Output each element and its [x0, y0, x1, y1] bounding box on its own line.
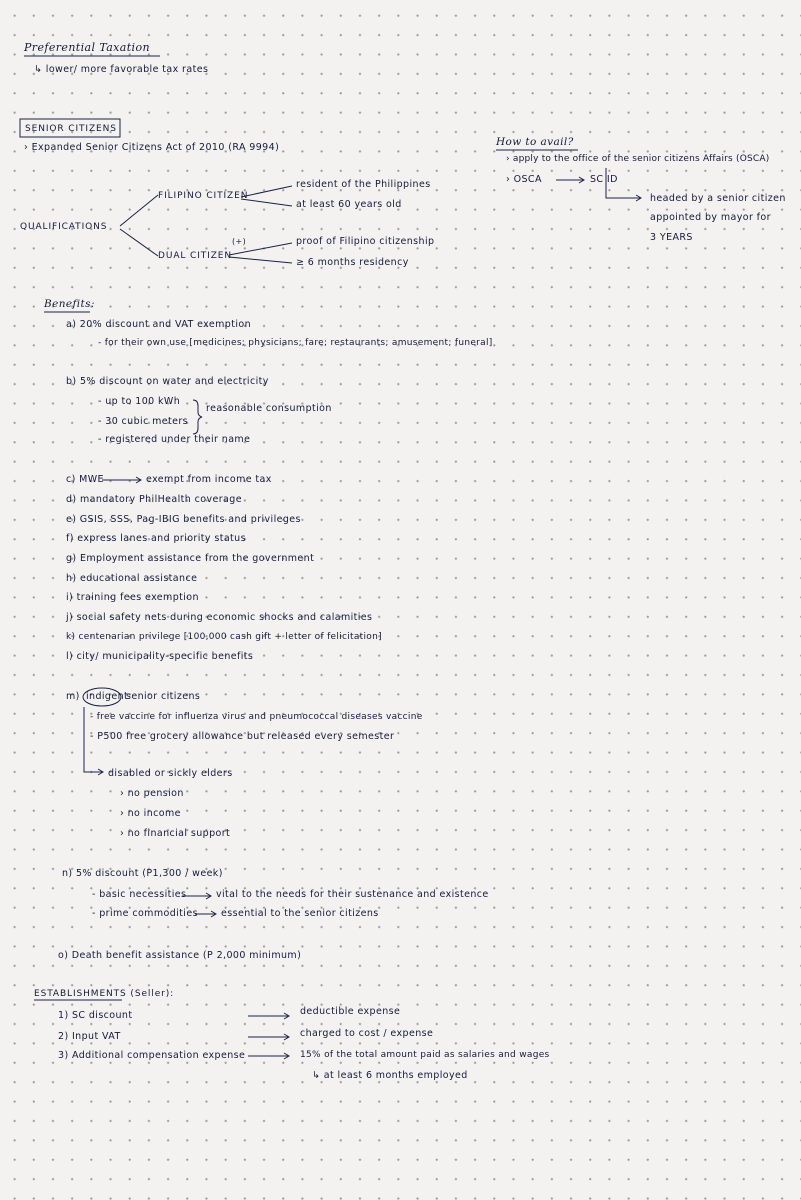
benefit-m-item-3: › no financial support — [120, 828, 231, 839]
benefit-n-sub-2-pre: - prime commodities — [92, 908, 198, 919]
benefit-o: o) Death benefit assistance (P 2,000 minimum) — [58, 950, 302, 961]
filipino-branch-2 — [241, 199, 292, 206]
establishment-row-3-right: 15% of the total amount paid as salaries and wages — [300, 1050, 550, 1060]
filipino-branch-1 — [241, 186, 292, 197]
benefit-m-circled: indigent — [86, 691, 129, 702]
filipino-req-1: resident of the Philippines — [296, 179, 431, 190]
benefit-n-sub-1-pre: - basic necessities — [92, 889, 187, 900]
benefit-l: l) city/ municipality-specific benefits — [66, 651, 254, 662]
qualifications-label: QUALIFICATIONS — [20, 222, 108, 232]
benefit-n-sub-1-post: vital to the needs for their sustenance and existence — [216, 889, 489, 900]
benefit-b-sub-2: - 30 cubic meters — [98, 416, 189, 427]
avail-step-2-osca: › OSCA — [506, 174, 542, 185]
establishment-row-3-left: 3) Additional compensation expense — [58, 1050, 246, 1061]
benefit-m-item-1: › no pension — [120, 788, 184, 799]
establishments-heading: ESTABLISHMENTS (Seller): — [34, 989, 175, 999]
benefit-g: g) Employment assistance from the government — [66, 553, 315, 564]
how-to-avail-heading: How to avail? — [496, 136, 574, 148]
benefit-b-brace-label: reasonable consumption — [206, 403, 332, 414]
law-reference: › Expanded Senior Citizens Act of 2010 (RA 9994) — [24, 142, 280, 153]
benefit-h: h) educational assistance — [66, 573, 198, 584]
benefit-n: n) 5% discount (P1,300 / week) — [62, 868, 223, 879]
section-title: SENIOR CITIZENS — [25, 124, 117, 134]
osca-note-1: headed by a senior citizen — [650, 193, 786, 204]
dual-req-2: ≥ 6 months residency — [296, 257, 409, 268]
benefits-heading: Benefits: — [44, 298, 95, 310]
avail-step-2-scid: SC ID — [590, 174, 618, 185]
benefit-f: f) express lanes and priority status — [66, 533, 246, 544]
benefit-j: j) social safety nets during economic shocks and calamities — [66, 612, 373, 623]
osca-note-3: 3 YEARS — [650, 232, 693, 243]
page-title: Preferential Taxation — [24, 41, 150, 54]
benefit-c-pre: c) MWE — [66, 474, 104, 485]
establishment-row-2-right: charged to cost / expense — [300, 1028, 434, 1039]
qual-branch-bottom — [120, 229, 158, 256]
benefit-e: e) GSIS, SSS, Pag-IBIG benefits and privileges — [66, 514, 301, 525]
filipino-citizen-label: FILIPINO CITIZEN — [158, 191, 249, 201]
avail-step-1: › apply to the office of the senior citizens Affairs (OSCA) — [506, 154, 770, 164]
establishment-note: ↳ at least 6 months employed — [312, 1070, 468, 1081]
qual-branch-top — [120, 195, 158, 226]
benefit-i: i) training fees exemption — [66, 592, 199, 603]
benefit-m-sub-3: disabled or sickly elders — [108, 768, 233, 779]
establishment-row-1-right: deductible expense — [300, 1006, 401, 1017]
subtitle: ↳ lower/ more favorable tax rates — [34, 64, 209, 75]
benefit-b-sub-3: - registered under their name — [98, 434, 251, 445]
benefit-d: d) mandatory PhilHealth coverage — [66, 494, 242, 505]
benefit-b: b) 5% discount on water and electricity — [66, 376, 269, 387]
brace — [193, 400, 202, 434]
filipino-req-2: at least 60 years old — [296, 199, 402, 210]
benefit-n-sub-2-post: essential to the senior citizens — [221, 908, 379, 919]
establishment-row-2-left: 2) Input VAT — [58, 1031, 121, 1042]
establishment-row-1-left: 1) SC discount — [58, 1010, 133, 1021]
benefit-m-pre: m) — [66, 691, 80, 702]
benefit-c-post: exempt from income tax — [146, 474, 272, 485]
benefit-m-sub-1: - free vaccine for influenza virus and pneumococcal diseases vaccine — [90, 712, 423, 722]
benefit-a: a) 20% discount and VAT exemption — [66, 319, 252, 330]
dual-branch-2 — [229, 257, 292, 263]
dual-citizen-label: DUAL CITIZEN — [158, 251, 233, 261]
benefit-m-sub-2: - P500 free grocery allowance but released every semester — [90, 731, 395, 742]
benefit-m-item-2: › no income — [120, 808, 181, 819]
benefit-b-sub-1: - up to 100 kWh — [98, 396, 181, 407]
benefit-m-post: senior citizens — [126, 691, 201, 702]
benefit-k: k) centenarian privilege [100,000 cash gift + letter of felicitation] — [66, 632, 382, 642]
osca-note-2: appointed by mayor for — [650, 212, 771, 223]
dual-citizen-mark: (+) — [232, 237, 247, 246]
dual-req-1: proof of Filipino citizenship — [296, 236, 435, 247]
benefit-a-sub: - for their own use [medicines; physicians; fare; restaurants; amusement; funeral] — [98, 338, 493, 348]
